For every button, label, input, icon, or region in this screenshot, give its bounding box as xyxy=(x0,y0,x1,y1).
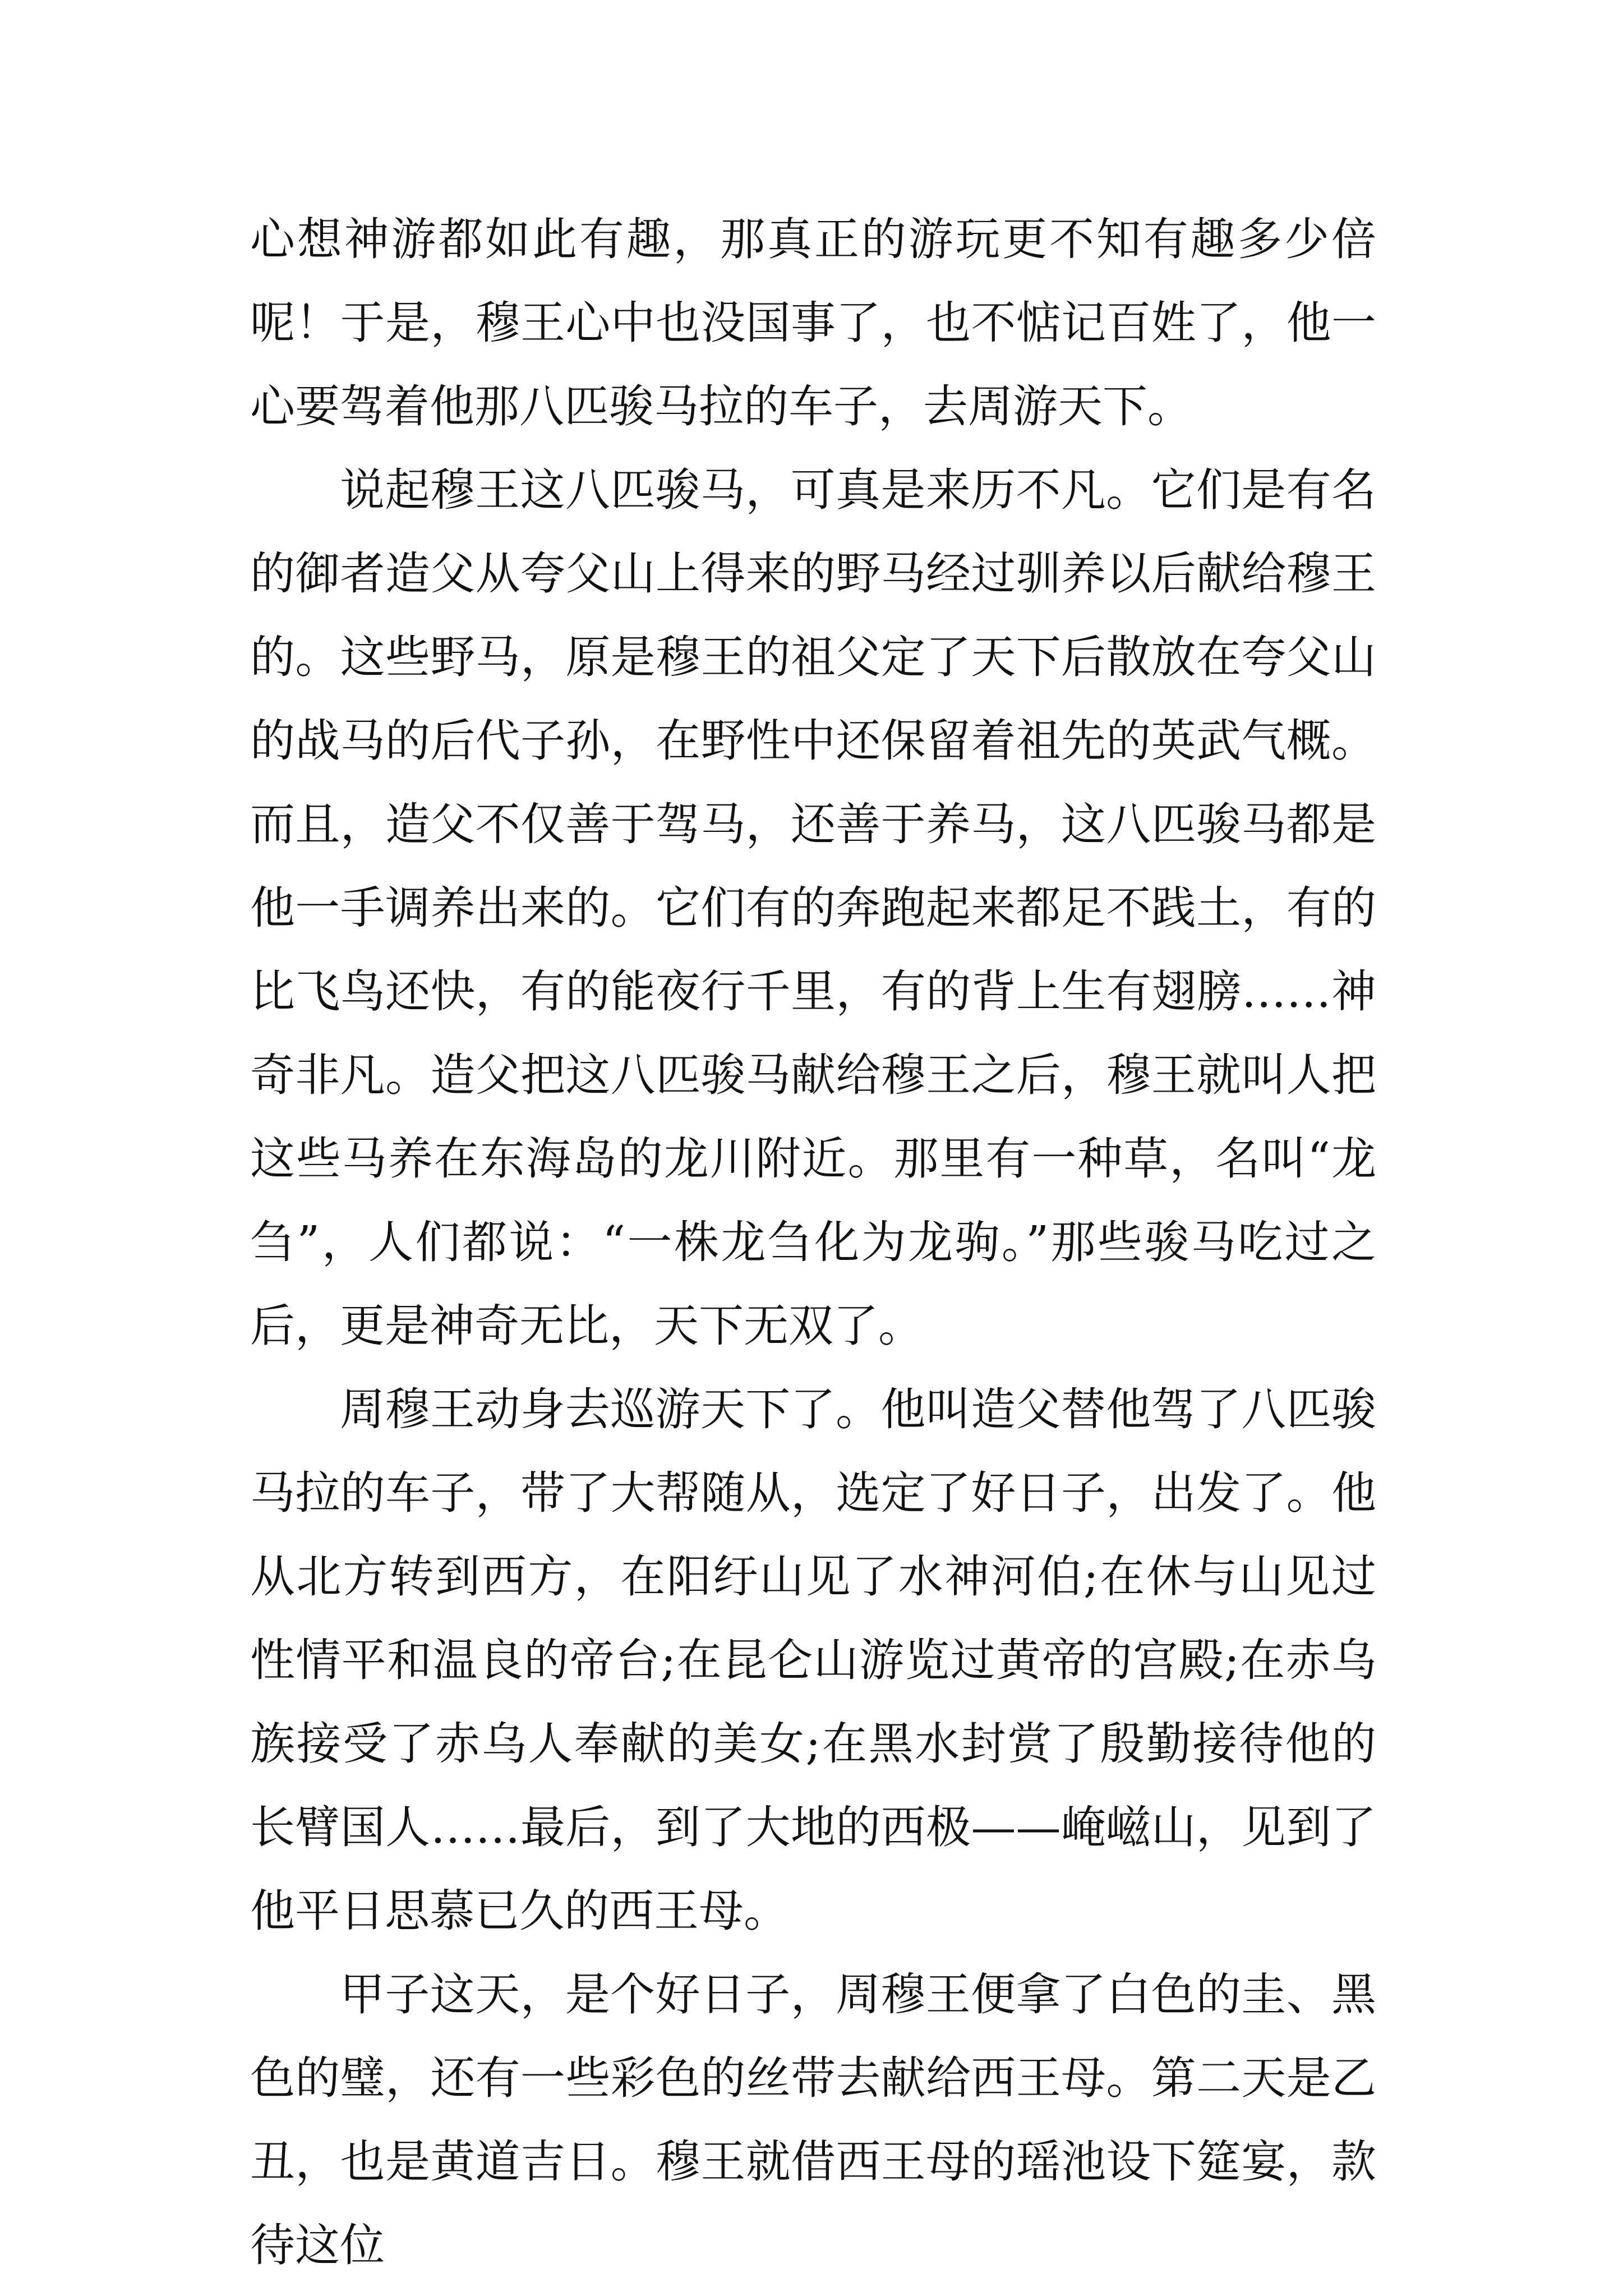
paragraph-2: 说起穆王这八匹骏马，可真是来历不凡。它们是有名的御者造父从夸父山上得来的野马经过驯养以后献给穆王的。这些野马，原是穆王的祖父定了天下后散放在夸父山的战马的后代子孙，在野性中还保留着祖先的英武气概。而且，造父不仅善于驾马，还善于养马，这八匹骏马都是他一手调养出来的。它们有的奔跑起来都足不践土，有的比飞鸟还快，有的能夜行千里，有的背上生有翅膀……神奇非凡。造父把这八匹骏马献给穆王之后，穆王就叫人把这些马养在东海岛的龙川附近。那里有一种草，名叫“龙刍”，人们都说：“一株龙刍化为龙驹。”那些骏马吃过之后，更是神奇无比，天下无双了。 xyxy=(250,464,1376,1352)
body-text xyxy=(250,197,1376,2287)
paragraph-1: 心想神游都如此有趣，那真正的游玩更不知有趣多少倍呢！于是，穆王心中也没国事了，也不惦记百姓了，他一心要驾着他那八匹骏马拉的车子，去周游天下。 xyxy=(250,213,1376,432)
paragraph-4: 甲子这天，是个好日子，周穆王便拿了白色的圭、黑色的璧，还有一些彩色的丝带去献给西王母。第二天是乙丑，也是黄道吉日。穆王就借西王母的瑶池设下筵宴，款待这位 xyxy=(250,1968,1376,2271)
paragraph-3: 周穆王动身去巡游天下了。他叫造父替他驾了八匹骏马拉的车子，带了大帮随从，选定了好日子，出发了。他从北方转到西方，在阳纡山见了水神河伯;在休与山见过性情平和温良的帝台;在昆仑山游览过黄帝的宫殿;在赤乌族接受了赤乌人奉献的美女;在黑水封赏了殷勤接待他的长臂国人……最后，到了大地的西极——崦嵫山，见到了他平日思慕已久的西王母。 xyxy=(250,1383,1376,1937)
